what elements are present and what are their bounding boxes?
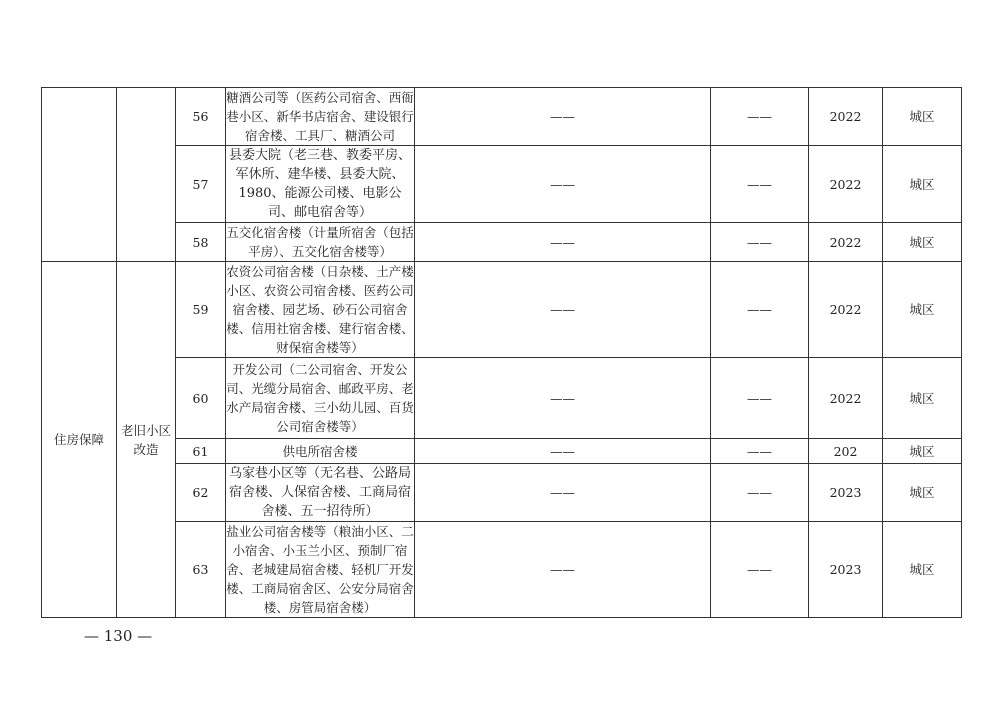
table-row [42,223,962,262]
table-row [42,464,962,522]
area-cell: 城区 [883,439,962,464]
row-number: 57 [176,146,226,223]
area-cell: 城区 [883,223,962,262]
year-cell: 2022 [809,262,883,358]
dash-cell: —— [711,358,809,439]
area-cell: 城区 [883,522,962,618]
dash-cell: —— [415,146,711,223]
year-cell: 2022 [809,223,883,262]
dash-cell: —— [711,146,809,223]
row-number: 60 [176,358,226,439]
table-row [42,88,962,146]
dash-cell: —— [415,464,711,522]
row-number: 63 [176,522,226,618]
row-number: 62 [176,464,226,522]
table-row [42,439,962,464]
row-number: 56 [176,88,226,146]
dash-cell: —— [415,88,711,146]
dash-cell: —— [415,439,711,464]
dash-cell: —— [415,358,711,439]
project-name: 盐业公司宿舍楼等（粮油小区、二小宿舍、小玉兰小区、预制厂宿舍、老城建局宿舍楼、轻机厂开发楼、工商局宿舍区、公安分局宿舍楼、房管局宿舍楼） [226,522,415,618]
area-cell: 城区 [883,464,962,522]
dash-cell: —— [711,223,809,262]
area-cell: 城区 [883,88,962,146]
dash-cell: —— [711,262,809,358]
year-cell: 202 [809,439,883,464]
dash-cell: —— [415,522,711,618]
year-cell: 2023 [809,522,883,618]
table-row [42,358,962,439]
year-cell: 2022 [809,146,883,223]
area-cell: 城区 [883,262,962,358]
project-table [41,87,962,618]
row-number: 58 [176,223,226,262]
table-row [42,146,962,223]
dash-cell: —— [415,262,711,358]
dash-cell: —— [711,464,809,522]
dash-cell: —— [415,223,711,262]
subcategory-cell: 老旧小区改造 [117,262,176,618]
year-cell: 2022 [809,358,883,439]
project-name: 糖酒公司等（医药公司宿舍、西衙巷小区、新华书店宿舍、建设银行宿舍楼、工具厂、糖酒公司 [226,88,415,146]
project-name: 开发公司（二公司宿舍、开发公司、光缆分局宿舍、邮政平房、老水产局宿舍楼、三小幼儿园、百货公司宿舍楼等） [226,358,415,439]
project-name: 五交化宿舍楼（计量所宿舍（包括平房）、五交化宿舍楼等） [226,223,415,262]
year-cell: 2023 [809,464,883,522]
category-cell: 住房保障 [42,262,117,618]
area-cell: 城区 [883,358,962,439]
table-row [42,522,962,618]
area-cell: 城区 [883,146,962,223]
row-number: 61 [176,439,226,464]
project-name: 农资公司宿舍楼（日杂楼、土产楼小区、农资公司宿舍楼、医药公司宿舍楼、园艺场、砂石公司宿舍楼、信用社宿舍楼、建行宿舍楼、财保宿舍楼等） [226,262,415,358]
dash-cell: —— [711,522,809,618]
row-number: 59 [176,262,226,358]
table-row [42,262,962,358]
dash-cell: —— [711,439,809,464]
page-number: — 130 — [84,627,153,645]
subcategory-cell-empty [117,88,176,262]
project-name: 供电所宿舍楼 [226,439,415,464]
category-cell-empty [42,88,117,262]
project-name: 乌家巷小区等（无名巷、公路局宿舍楼、人保宿舍楼、工商局宿舍楼、五一招待所） [226,464,415,522]
project-name: 县委大院（老三巷、教委平房、军休所、建华楼、县委大院、1980、能源公司楼、电影公司、邮电宿舍等） [226,146,415,223]
dash-cell: —— [711,88,809,146]
year-cell: 2022 [809,88,883,146]
